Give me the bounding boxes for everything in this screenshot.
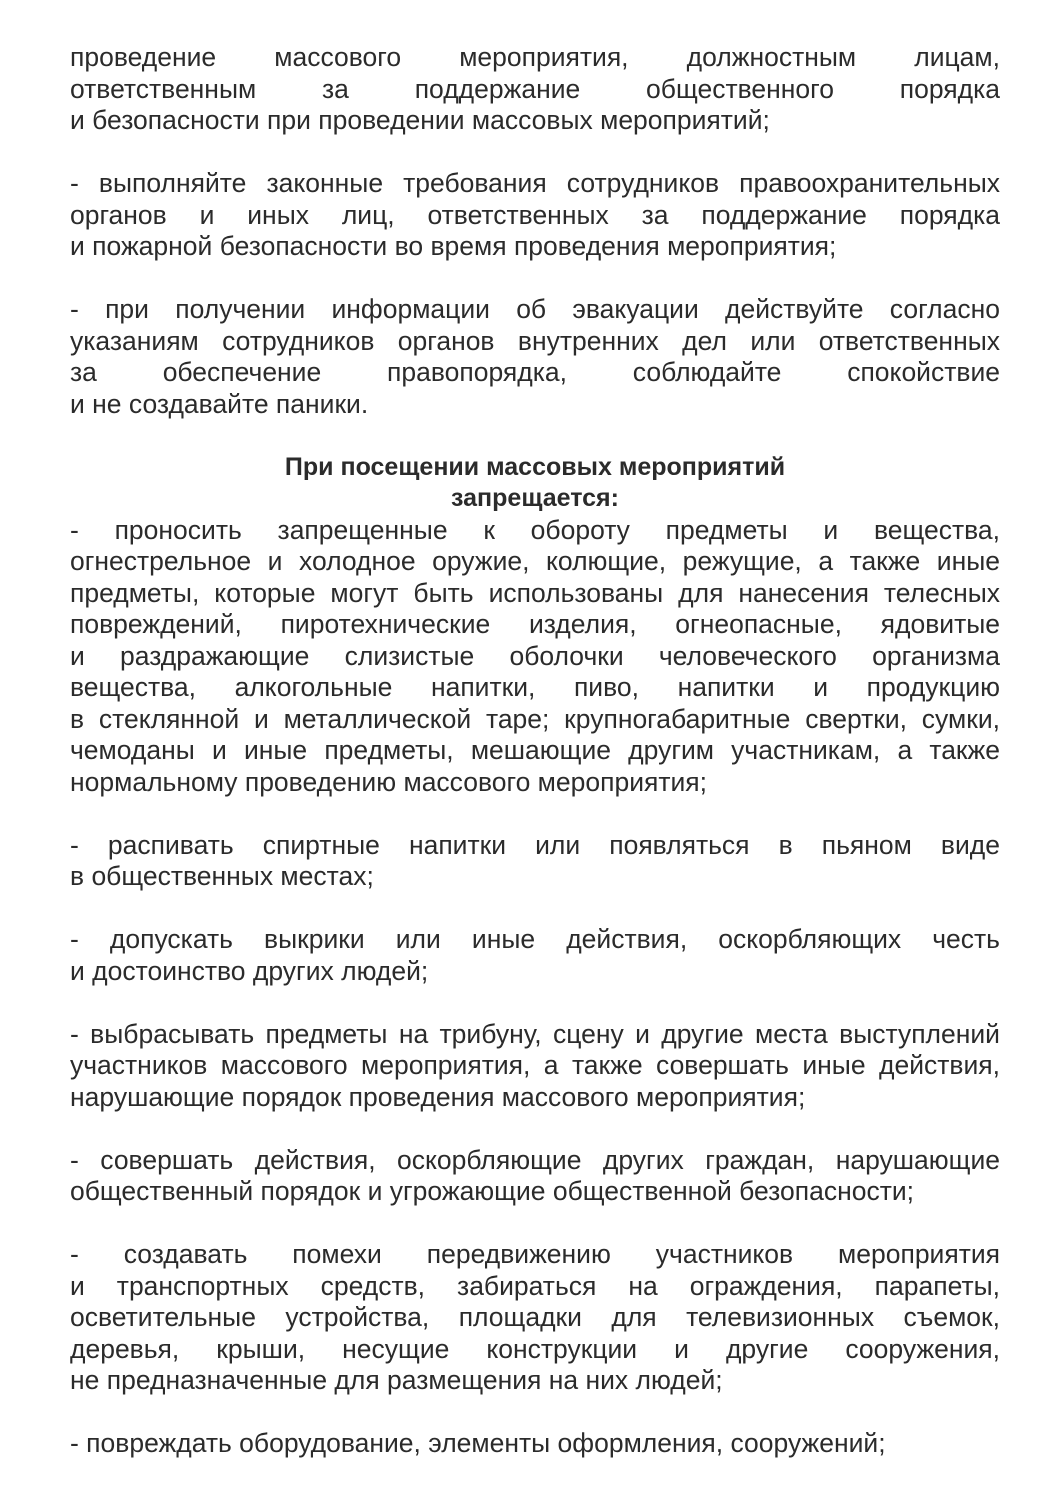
text-line: и достоинство других людей; — [70, 955, 429, 986]
text-line: и пожарной безопасности во время проведения мероприятия; — [70, 231, 837, 261]
text-line: чемоданы и иные предметы, мешающие другим участникам, а также — [70, 735, 1000, 765]
text-line: и раздражающие слизистые оболочки человеческого организма — [70, 640, 1000, 671]
text-line: - выполняйте законные требования сотрудников правоохранительных — [70, 168, 1000, 198]
paragraph-gap — [70, 798, 1000, 830]
paragraph-gap — [70, 893, 1000, 925]
text-line: проведение массового мероприятия, должностным лицам, — [70, 42, 1000, 72]
text-line: деревья, крыши, несущие конструкции и другие сооружения, — [70, 1333, 1000, 1364]
text-line: - при получении информации об эвакуации действуйте согласно — [70, 294, 1000, 324]
text-line: - распивать спиртные напитки или появляться в пьяном виде — [70, 829, 1000, 860]
section-heading — [70, 452, 1000, 515]
text-line: - создавать помехи передвижению участников мероприятия — [70, 1239, 1000, 1269]
text-line: вещества, алкогольные напитки, пиво, напитки и продукцию — [70, 672, 1000, 702]
paragraph-evacuation — [70, 294, 1000, 420]
prohibition-item-damage — [70, 1428, 1000, 1460]
text-line: - проносить запрещенные к обороту предметы и вещества, — [70, 514, 1000, 545]
paragraph-law-enforcement — [70, 168, 1000, 263]
text-line: указаниям сотрудников органов внутренних дел или ответственных — [70, 325, 1000, 356]
text-line: нарушающие порядок проведения массового мероприятия; — [70, 1081, 806, 1112]
text-line: общественный порядок и угрожающие общественной безопасности; — [70, 1176, 915, 1206]
text-line: ответственным за поддержание общественного порядка — [70, 73, 1000, 104]
prohibition-item-items — [70, 515, 1000, 799]
prohibition-item-insults — [70, 924, 1000, 987]
text-line: в стеклянной и металлической таре; крупногабаритные свертки, сумки, — [70, 703, 1000, 734]
paragraph-gap — [70, 1113, 1000, 1145]
paragraph-responsible-persons — [70, 42, 1000, 137]
paragraph-gap — [70, 1208, 1000, 1240]
text-line: не предназначенные для размещения на них людей; — [70, 1365, 723, 1395]
text-line: и безопасности при проведении массовых мероприятий; — [70, 105, 770, 135]
text-line: и не создавайте паники. — [70, 388, 369, 419]
text-line: повреждений, пиротехнические изделия, огнеопасные, ядовитые — [70, 609, 1000, 639]
text-line: предметы, которые могут быть использованы для нанесения телесных — [70, 577, 1000, 608]
paragraph-gap — [70, 987, 1000, 1019]
text-line: органов и иных лиц, ответственных за поддержание порядка — [70, 199, 1000, 230]
prohibition-item-throwing — [70, 1019, 1000, 1114]
text-line: нормальному проведению массового мероприятия; — [70, 766, 707, 797]
text-line: - выбрасывать предметы на трибуну, сцену и другие места выступлений — [70, 1018, 1000, 1049]
prohibition-item-public-order — [70, 1145, 1000, 1208]
paragraph-gap — [70, 263, 1000, 295]
document-page — [70, 42, 1000, 1460]
text-line: в общественных местах; — [70, 861, 374, 891]
paragraph-gap — [70, 420, 1000, 452]
paragraph-gap — [70, 137, 1000, 169]
text-line: огнестрельное и холодное оружие, колющие, режущие, а также иные — [70, 546, 1000, 576]
text-line: за обеспечение правопорядка, соблюдайте спокойствие — [70, 357, 1000, 387]
text-line: - повреждать оборудование, элементы оформления, сооружений; — [70, 1428, 886, 1458]
heading-line-1: При посещении массовых мероприятий — [284, 452, 786, 481]
heading-line-2: запрещается: — [451, 484, 619, 512]
text-line: участников массового мероприятия, а также совершать иные действия, — [70, 1050, 1000, 1080]
text-line: - совершать действия, оскорбляющие других граждан, нарушающие — [70, 1144, 1000, 1175]
prohibition-item-obstruction — [70, 1239, 1000, 1397]
prohibition-item-alcohol — [70, 830, 1000, 893]
text-line: осветительные устройства, площадки для телевизионных съемок, — [70, 1302, 1000, 1332]
text-line: и транспортных средств, забираться на ограждения, парапеты, — [70, 1270, 1000, 1301]
paragraph-gap — [70, 1397, 1000, 1429]
text-line: - допускать выкрики или иные действия, оскорбляющих честь — [70, 924, 1000, 954]
